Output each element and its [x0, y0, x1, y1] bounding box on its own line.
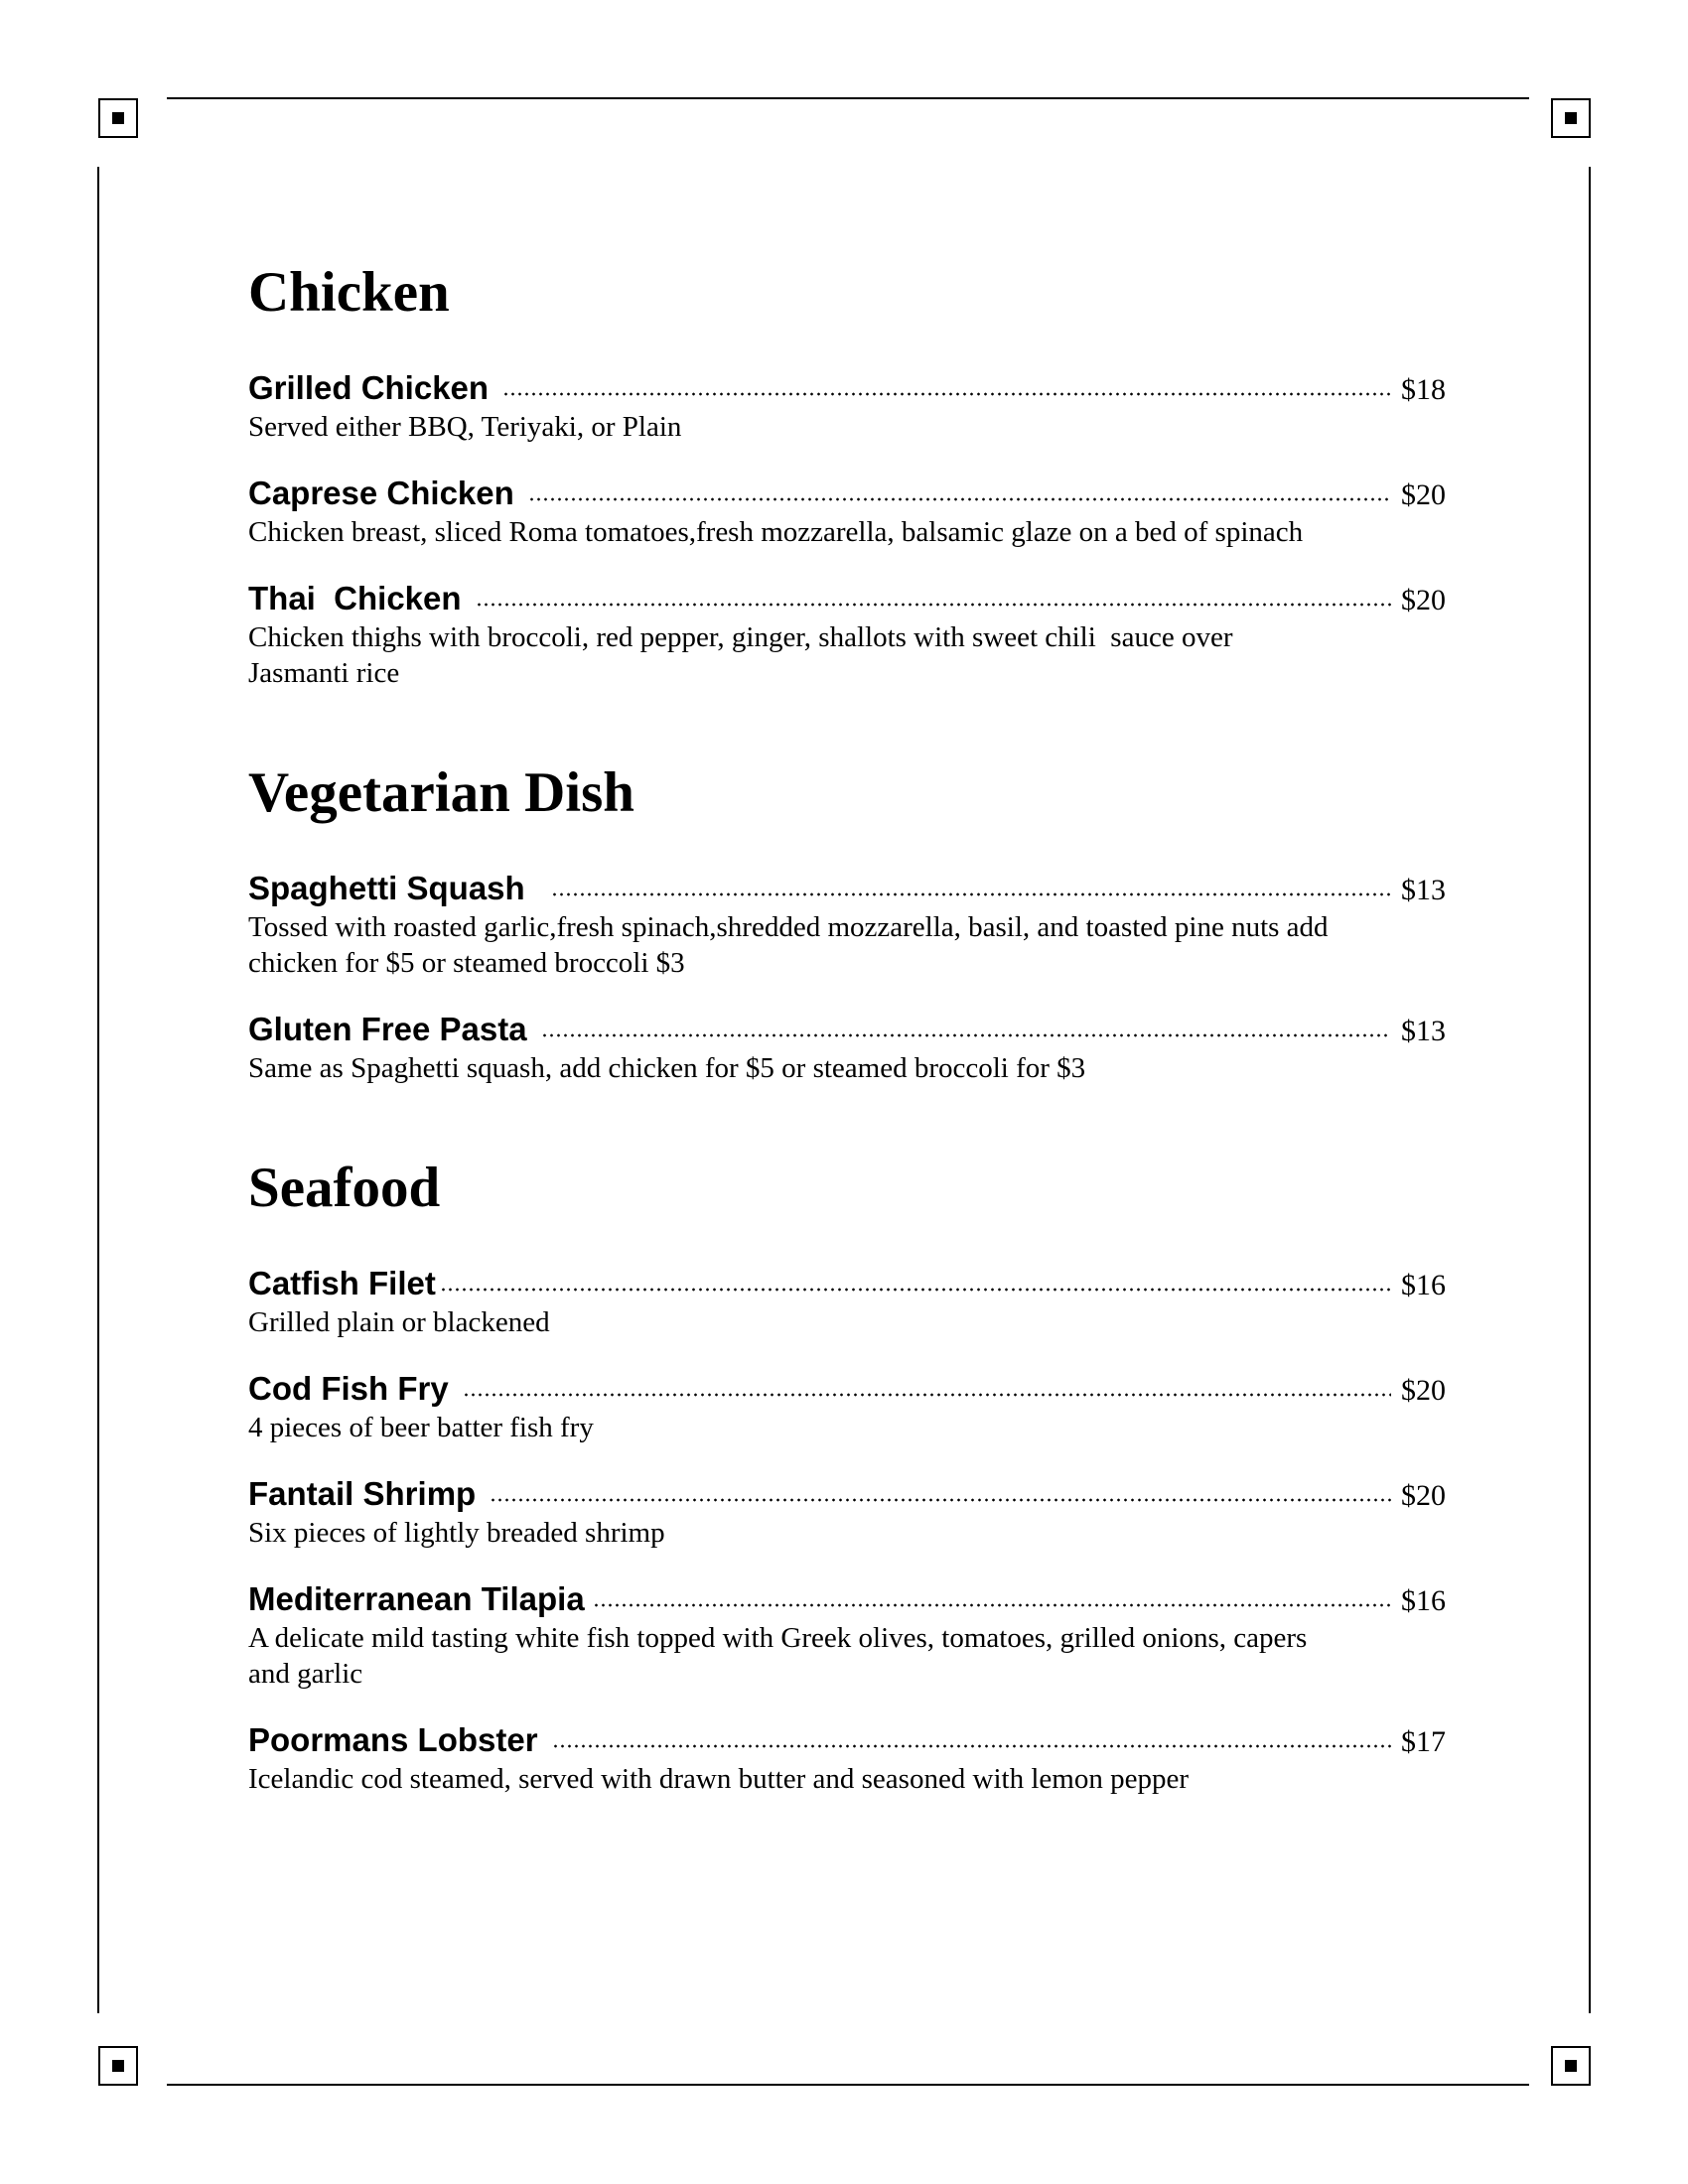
menu-item-price: $16	[1401, 1584, 1446, 1617]
menu-item-description: Chicken thighs with broccoli, red pepper, ginger, shallots with sweet chili sauce over Jasmanti rice	[248, 621, 1240, 689]
section-title: Vegetarian Dish	[248, 761, 634, 824]
menu-item	[248, 1580, 1446, 1692]
dot-leader	[490, 1498, 1391, 1502]
menu-item-header	[248, 1580, 1446, 1620]
menu-item	[248, 1721, 1446, 1797]
menu-item-description: Same as Spaghetti squash, add chicken for $5 or steamed broccoli for $3	[248, 1052, 1086, 1084]
menu-item-header	[248, 1265, 1446, 1304]
corner-ornament-icon	[1551, 98, 1591, 138]
frame-top-line	[167, 97, 1529, 99]
menu-item-description: Six pieces of lightly breaded shrimp	[248, 1517, 665, 1549]
dot-leader	[463, 1393, 1391, 1397]
menu-item-name: Poormans Lobster	[248, 1721, 538, 1758]
menu-item	[248, 369, 1446, 445]
section-seafood	[248, 1156, 1446, 1797]
menu-item-price: $18	[1401, 373, 1446, 406]
menu-item-description: Served either BBQ, Teriyaki, or Plain	[248, 411, 682, 443]
dot-leader	[552, 1744, 1391, 1748]
dot-leader	[541, 1033, 1391, 1037]
menu-item-name: Mediterranean Tilapia	[248, 1580, 585, 1617]
menu-item-description: A delicate mild tasting white fish topped with Greek olives, tomatoes, grilled onions, capers and garlic	[248, 1622, 1315, 1690]
frame-right-line	[1589, 167, 1591, 2013]
menu-item	[248, 870, 1446, 981]
menu-item-price: $13	[1401, 1015, 1446, 1047]
menu-item	[248, 1011, 1446, 1086]
menu-item-name: Spaghetti Squash	[248, 870, 525, 906]
dot-leader	[551, 892, 1391, 896]
menu-item-price: $20	[1401, 1479, 1446, 1512]
section-chicken	[248, 260, 1446, 691]
frame-bottom-line	[167, 2084, 1529, 2086]
frame-left-line	[97, 167, 99, 2013]
section-vegetarian-dish	[248, 760, 1446, 1086]
corner-ornament-icon	[1551, 2046, 1591, 2086]
menu-item-header	[248, 580, 1446, 619]
menu-item	[248, 475, 1446, 550]
menu-item-description: Grilled plain or blackened	[248, 1306, 550, 1338]
menu-item-name: Caprese Chicken	[248, 475, 514, 511]
menu-item-price: $20	[1401, 478, 1446, 511]
menu-item-header	[248, 1370, 1446, 1410]
menu-item-description: Tossed with roasted garlic,fresh spinach,shredded mozzarella, basil, and toasted pine nuts add chicken for $5 or steamed broccoli $3	[248, 911, 1336, 979]
section-title: Seafood	[248, 1157, 441, 1219]
menu-item	[248, 1475, 1446, 1551]
menu-item-header	[248, 870, 1446, 909]
menu-item-price: $20	[1401, 1374, 1446, 1407]
dot-leader	[440, 1288, 1391, 1292]
menu-item-price: $16	[1401, 1269, 1446, 1301]
menu-item	[248, 1370, 1446, 1445]
dot-leader	[593, 1603, 1391, 1607]
menu-item-description: 4 pieces of beer batter fish fry	[248, 1412, 594, 1443]
menu-item-header	[248, 369, 1446, 409]
dot-leader	[528, 497, 1391, 501]
dot-leader	[476, 603, 1391, 607]
menu-item-name: Thai Chicken	[248, 580, 462, 616]
menu-item-name: Fantail Shrimp	[248, 1475, 477, 1512]
menu-item-header	[248, 1721, 1446, 1761]
menu-item-header	[248, 1011, 1446, 1050]
menu	[248, 260, 1446, 1866]
menu-item-price: $17	[1401, 1725, 1446, 1758]
menu-item-name: Grilled Chicken	[248, 369, 490, 406]
menu-item-price: $13	[1401, 874, 1446, 906]
menu-item-name: Catfish Filet	[248, 1265, 436, 1301]
dot-leader	[502, 392, 1391, 396]
menu-item-header	[248, 475, 1446, 514]
menu-item-name: Gluten Free Pasta	[248, 1011, 527, 1047]
menu-item-description: Icelandic cod steamed, served with drawn butter and seasoned with lemon pepper	[248, 1763, 1190, 1795]
section-title: Chicken	[248, 261, 450, 324]
corner-ornament-icon	[98, 98, 138, 138]
menu-item-description: Chicken breast, sliced Roma tomatoes,fresh mozzarella, balsamic glaze on a bed of spinach	[248, 516, 1304, 548]
menu-item	[248, 580, 1446, 691]
menu-item-header	[248, 1475, 1446, 1515]
menu-item	[248, 1265, 1446, 1340]
menu-item-name: Cod Fish Fry	[248, 1370, 449, 1407]
corner-ornament-icon	[98, 2046, 138, 2086]
menu-item-price: $20	[1401, 584, 1446, 616]
